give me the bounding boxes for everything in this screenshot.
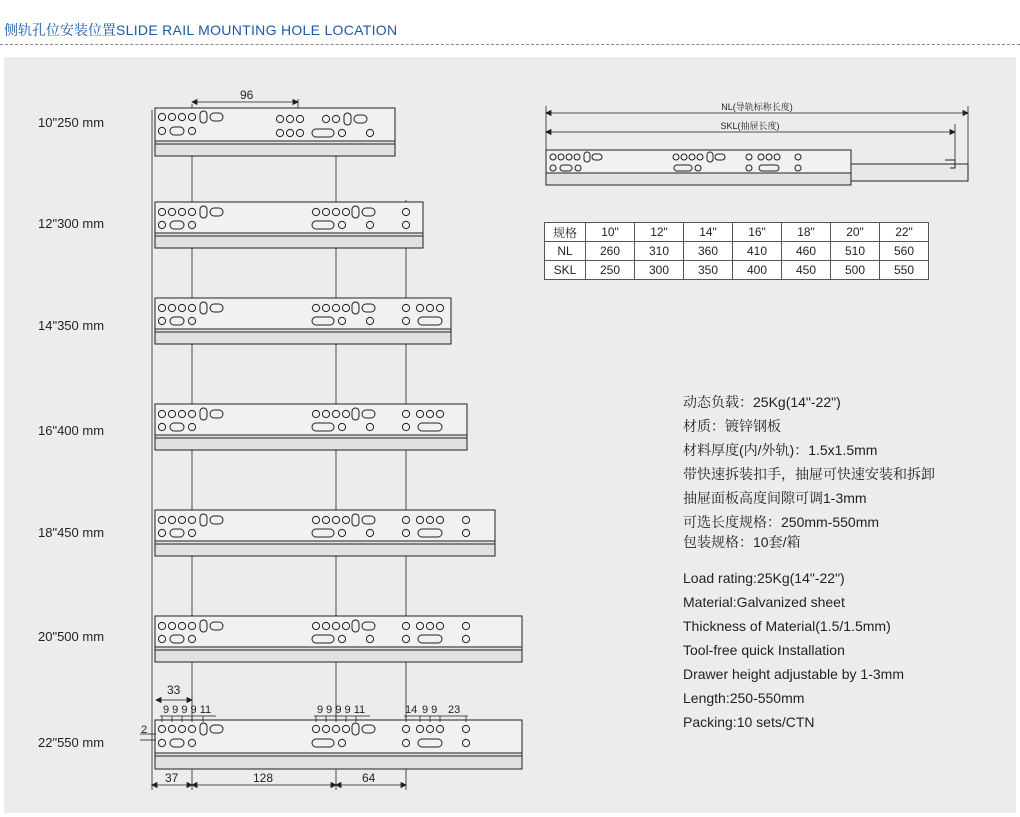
side-view-rail xyxy=(546,106,968,185)
dim-128-label: 128 xyxy=(253,771,274,785)
note-line: Drawer height adjustable by 1-3mm xyxy=(683,666,904,682)
spec-cell: NL xyxy=(545,242,586,261)
note-line: Material:Galvanized sheet xyxy=(683,594,845,610)
spec-cell: 10" xyxy=(586,223,635,242)
spec-cell: 16" xyxy=(733,223,782,242)
skl-label: SKL(抽屉长度) xyxy=(720,121,780,131)
page-title-en: SLIDE RAIL MOUNTING HOLE LOCATION xyxy=(116,22,398,38)
rail-label-20: 20"500 mm xyxy=(38,629,105,644)
dim-2-label: 2 xyxy=(141,724,148,736)
dim-64-label: 64 xyxy=(362,771,376,785)
rail-label-10: 10"250 mm xyxy=(38,115,105,130)
rail-10 xyxy=(155,108,395,156)
spec-row-nl xyxy=(545,242,929,261)
notes-en xyxy=(683,566,904,734)
spec-cell: 510 xyxy=(831,242,880,261)
spec-cell: 20" xyxy=(831,223,880,242)
note-line: Load rating:25Kg(14"-22") xyxy=(683,570,845,586)
rail-12 xyxy=(155,202,423,248)
note-line: 包装规格：10套/箱 xyxy=(683,534,801,550)
note-line: Length:250-550mm xyxy=(683,690,805,706)
note-line: 动态负载：25Kg(14"-22") xyxy=(683,394,841,410)
dim-33-label: 33 xyxy=(167,683,181,697)
spec-cell: 410 xyxy=(733,242,782,261)
spec-cell: 18" xyxy=(782,223,831,242)
note-line: Thickness of Material(1.5/1.5mm) xyxy=(683,618,891,634)
spec-cell: 22" xyxy=(880,223,929,242)
notes-cn xyxy=(683,390,935,554)
rail-label-22: 22"550 mm xyxy=(38,735,105,750)
page-title-cn: 侧轨孔位安装位置 xyxy=(4,23,116,39)
dim-right-c-label: 23 xyxy=(448,704,461,716)
rail-16 xyxy=(155,404,467,450)
note-line: Packing:10 sets/CTN xyxy=(683,714,815,730)
spec-cell: 500 xyxy=(831,261,880,280)
rail-label-14: 14"350 mm xyxy=(38,318,105,333)
spec-cell: 460 xyxy=(782,242,831,261)
spec-cell: 250 xyxy=(586,261,635,280)
spec-cell: 560 xyxy=(880,242,929,261)
spec-cell: 规格 xyxy=(545,223,586,242)
dim-right-b-label: 9 9 xyxy=(422,704,438,716)
spec-cell: 550 xyxy=(880,261,929,280)
rail-14 xyxy=(155,298,451,344)
dim-right-a-label: 14 xyxy=(405,704,418,716)
nl-label: NL(导轨标称长度) xyxy=(721,102,793,112)
spec-cell: 450 xyxy=(782,261,831,280)
note-line: 带快速拆装扣手，抽屉可快速安装和拆卸 xyxy=(683,466,935,482)
note-line: 可选长度规格：250mm-550mm xyxy=(683,514,880,530)
note-line: Tool-free quick Installation xyxy=(683,642,845,658)
spec-cell: 260 xyxy=(586,242,635,261)
note-line: 材质：镀锌钢板 xyxy=(683,418,781,434)
rail-label-18: 18"450 mm xyxy=(38,525,105,540)
dim-37-label: 37 xyxy=(165,771,179,785)
spec-table xyxy=(544,222,929,280)
rail-label-16: 16"400 mm xyxy=(38,423,105,438)
spec-cell: SKL xyxy=(545,261,586,280)
rail-label-12: 12"300 mm xyxy=(38,216,105,231)
dim-96-label: 96 xyxy=(240,88,254,102)
spec-cell: 14" xyxy=(684,223,733,242)
spec-cell: 300 xyxy=(635,261,684,280)
dim-mid-group-label: 9 9 9 9 11 xyxy=(317,704,366,716)
spec-cell: 360 xyxy=(684,242,733,261)
rail-18 xyxy=(155,510,495,556)
rail-20 xyxy=(155,616,522,662)
spec-cell: 350 xyxy=(684,261,733,280)
note-line: 材料厚度(内/外轨)：1.5x1.5mm xyxy=(683,442,878,458)
spec-cell: 310 xyxy=(635,242,684,261)
spec-cell: 12" xyxy=(635,223,684,242)
spec-row-skl xyxy=(545,261,929,280)
spec-cell: 400 xyxy=(733,261,782,280)
dim-left-group-label: 9 9 9 9 11 xyxy=(163,704,212,716)
spec-header-row xyxy=(545,223,929,242)
note-line: 抽屉面板高度间隙可调1-3mm xyxy=(683,490,867,506)
